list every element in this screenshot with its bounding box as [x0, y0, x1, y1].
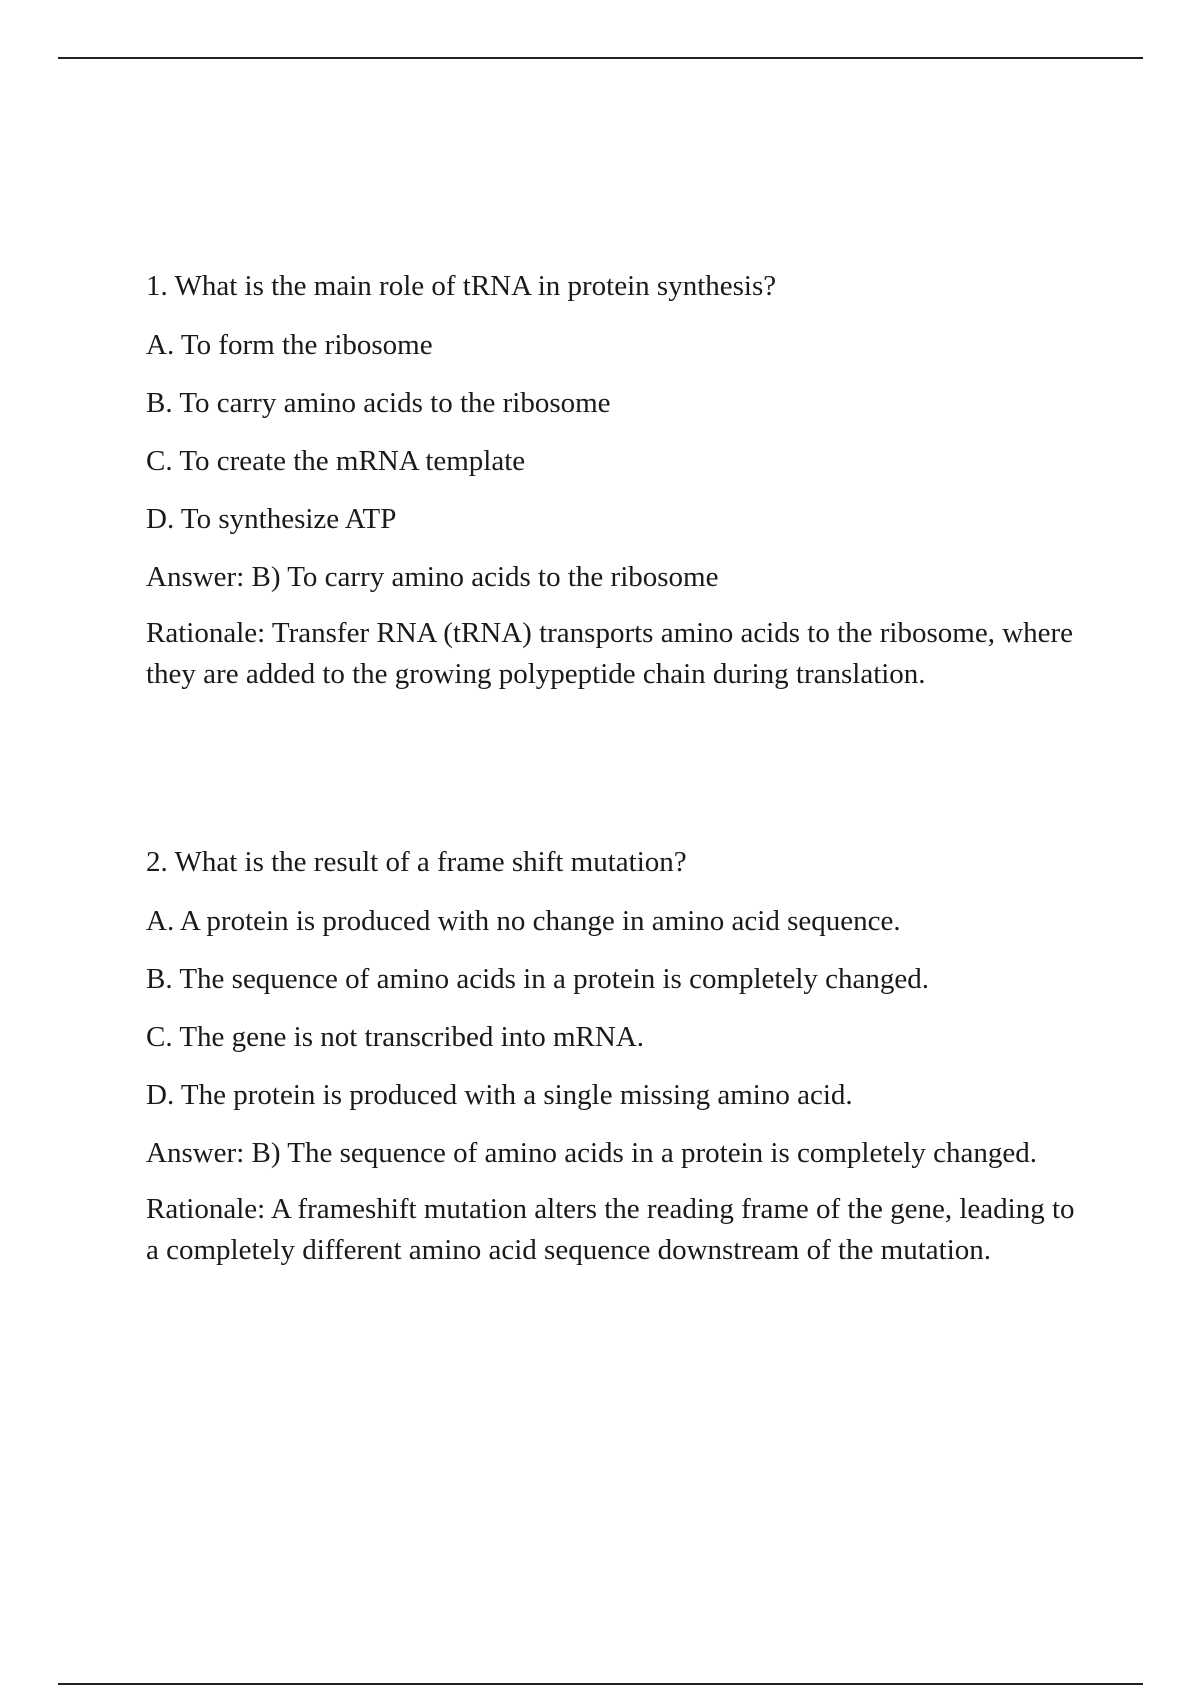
- option-d: D. To synthesize ATP: [146, 503, 397, 535]
- rationale-text: Rationale: A frameshift mutation alters the reading frame of the gene, leading to a completely different amino acid sequence downstream of the mutation.: [146, 1193, 1075, 1266]
- answer-text: Answer: B) To carry amino acids to the ribosome: [146, 561, 719, 593]
- question-block-1: [146, 266, 1086, 695]
- bottom-divider: [58, 1683, 1143, 1685]
- option-c: C. To create the mRNA template: [146, 445, 526, 477]
- top-divider: [58, 57, 1143, 59]
- option-a: A. A protein is produced with no change in amino acid sequence.: [146, 905, 901, 937]
- option-c: C. The gene is not transcribed into mRNA.: [146, 1021, 645, 1053]
- option-d: D. The protein is produced with a single missing amino acid.: [146, 1079, 853, 1111]
- option-b: B. To carry amino acids to the ribosome: [146, 387, 611, 419]
- question-block-2: [146, 842, 1086, 1271]
- answer-text: Answer: B) The sequence of amino acids in a protein is completely changed.: [146, 1137, 1037, 1169]
- question-text: 1. What is the main role of tRNA in protein synthesis?: [146, 270, 777, 302]
- question-text: 2. What is the result of a frame shift mutation?: [146, 846, 687, 878]
- rationale-text: Rationale: Transfer RNA (tRNA) transports amino acids to the ribosome, where they are added to the growing polypeptide chain during translation.: [146, 617, 1074, 690]
- option-a: A. To form the ribosome: [146, 329, 433, 361]
- option-b: B. The sequence of amino acids in a protein is completely changed.: [146, 963, 930, 995]
